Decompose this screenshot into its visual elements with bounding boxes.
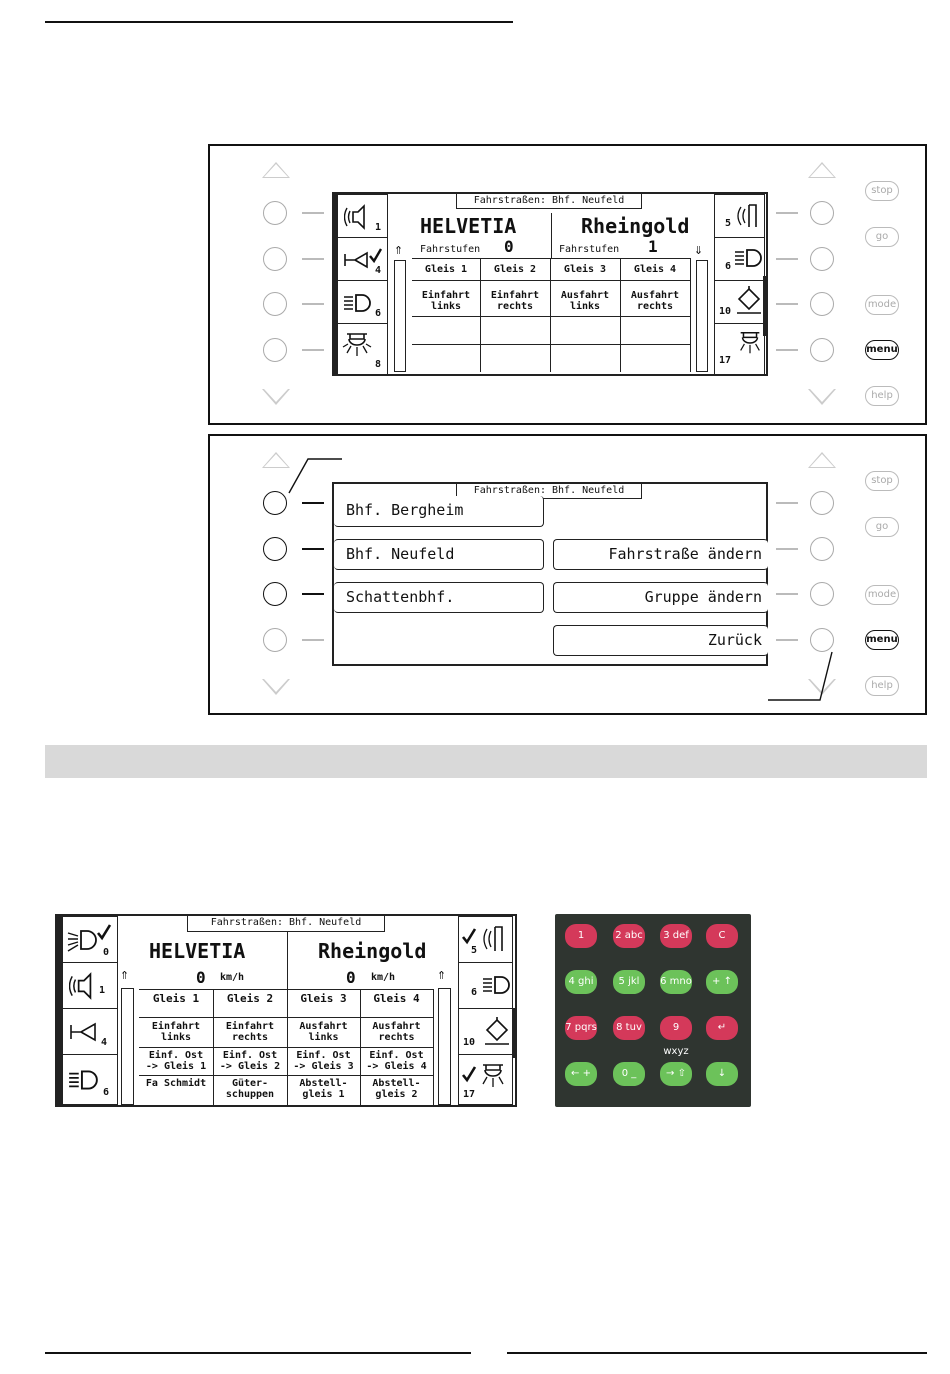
function-key-6r[interactable] [458, 962, 513, 1009]
help-button[interactable]: help [865, 386, 899, 406]
function-key-6[interactable] [337, 280, 388, 324]
route-cell-line: Güter- [231, 1078, 269, 1089]
key-right[interactable]: → ⇧ [660, 1062, 692, 1086]
route-cell[interactable] [360, 1078, 433, 1100]
function-key-number: 4 [100, 1037, 107, 1048]
route-cell-line: Ausfahrt [372, 1021, 421, 1032]
lead-line [302, 349, 324, 351]
table-col-line [480, 258, 481, 372]
route-column-header: Gleis 2 [493, 264, 537, 275]
table-top-line [139, 989, 433, 990]
table-col-line [690, 258, 691, 372]
lead-line [302, 502, 324, 504]
route-cell-line: rechts [378, 1032, 415, 1043]
right-speed-value: 1 [648, 237, 658, 256]
route-cell-line: gleis 2 [375, 1089, 418, 1100]
route-cell[interactable] [620, 290, 690, 312]
route-cell[interactable] [360, 1021, 433, 1043]
key-enter[interactable]: ↵ [706, 1016, 738, 1040]
stop-button[interactable]: stop [865, 471, 899, 491]
screen-title: Fahrstraßen: Bhf. Neufeld [187, 916, 385, 932]
function-key-10[interactable] [458, 1008, 513, 1055]
left-scrollbar[interactable] [121, 988, 134, 1105]
lead-line [302, 212, 324, 214]
function-key-5[interactable] [714, 194, 765, 238]
right-softkey-knob-1[interactable] [810, 491, 834, 515]
route-cell[interactable] [287, 1021, 360, 1043]
key-9[interactable]: 9 wxyz [660, 1016, 692, 1040]
right-softkey-knob-2[interactable] [810, 537, 834, 561]
lcd-screen [332, 482, 768, 666]
lead-line [302, 303, 324, 305]
right-softkey-knob-4[interactable] [810, 338, 834, 362]
page-up-right-icon[interactable] [808, 162, 836, 178]
function-key-number: 4 [374, 265, 381, 276]
lead-line [776, 349, 798, 351]
route-cell[interactable] [139, 1021, 213, 1043]
left-loco-name: HELVETIA [149, 939, 246, 963]
route-cell-line: Fa Schmidt [145, 1078, 207, 1089]
left-speed-label: Fahrstufen [420, 244, 481, 255]
speaker-icon [344, 203, 372, 231]
lead-line [302, 258, 324, 260]
sound-signal-icon [735, 201, 763, 231]
function-key-10[interactable] [714, 280, 765, 324]
key-8[interactable]: 8 tuv [613, 1016, 645, 1040]
scroll-up-arrow-icon[interactable]: ⇑ [394, 240, 404, 258]
page-up-left-icon[interactable] [262, 162, 290, 178]
keypad-photo [555, 914, 751, 1107]
lcd-right-bar [512, 1008, 516, 1058]
route-cell[interactable] [213, 1050, 287, 1072]
function-key-number: 6 [725, 261, 732, 272]
function-key-number: 1 [374, 222, 381, 233]
left-speed-value: 0 [504, 237, 514, 256]
help-button[interactable]: help [865, 676, 899, 696]
page-down-right-icon[interactable] [808, 389, 836, 405]
left-speed-unit: km/h [220, 972, 245, 983]
page-down-left-icon[interactable] [262, 389, 290, 405]
function-key-number: 8 [374, 359, 381, 370]
route-cell-line: Einfahrt [225, 1021, 275, 1032]
route-cell-line: links [160, 1032, 192, 1043]
scroll-up-arrow-icon[interactable]: ⇑ [120, 965, 130, 983]
key-clear[interactable]: C [706, 924, 738, 948]
route-cell-line: links [430, 301, 462, 312]
key-7[interactable]: 7 pqrs [565, 1016, 597, 1040]
interior-light-icon [342, 330, 372, 360]
route-cell-line: Abstell- [372, 1078, 421, 1089]
function-key-number: 10 [719, 306, 732, 317]
function-key-number: 1 [98, 985, 105, 996]
group-bhf-bergheim-button[interactable]: Bhf. Bergheim [334, 496, 544, 527]
route-cell[interactable] [287, 1050, 360, 1072]
right-softkey-knob-3[interactable] [810, 292, 834, 316]
shunting-icon [483, 1015, 511, 1049]
function-key-4[interactable] [62, 1008, 118, 1055]
right-softkey-knob-2[interactable] [810, 247, 834, 271]
headlight-icon [342, 291, 372, 315]
page-up-right-icon[interactable] [808, 452, 836, 468]
key-4[interactable]: 4 ghi [565, 970, 597, 994]
lead-line [776, 593, 798, 595]
function-key-number: 6 [374, 308, 381, 319]
route-cell-line: Ausfahrt [299, 1021, 348, 1032]
go-button[interactable]: go [865, 517, 899, 537]
key-6[interactable]: 6 mno [660, 970, 692, 994]
left-softkey-knob-4[interactable] [263, 628, 287, 652]
left-speed-value: 0 [196, 968, 206, 987]
route-cell-line: links [569, 301, 601, 312]
lead-line [776, 258, 798, 260]
route-cell[interactable] [412, 290, 480, 312]
route-cell-line: Einfahrt [421, 290, 471, 301]
speaker-icon [69, 971, 99, 1001]
route-cell-line: links [308, 1032, 339, 1043]
change-route-button[interactable]: Fahrstraße ändern [553, 539, 768, 570]
right-speed-unit: km/h [371, 972, 396, 983]
key-3[interactable]: 3 def [660, 924, 692, 948]
route-cell-line: Einfahrt [151, 1021, 201, 1032]
route-cell-line: -> Gleis 3 [293, 1061, 354, 1072]
route-cell[interactable] [213, 1078, 287, 1100]
lead-line [776, 548, 798, 550]
route-cell[interactable] [550, 290, 620, 312]
function-key-6r[interactable] [714, 237, 765, 281]
function-key-number: 5 [471, 945, 478, 956]
route-cell-line: -> Gleis 4 [366, 1061, 427, 1072]
name-divider [287, 932, 288, 990]
function-key-17[interactable] [458, 1054, 513, 1105]
lcd-right-bar [763, 276, 767, 336]
route-cell-line: Einfahrt [490, 290, 540, 301]
lcd-screen [332, 192, 768, 376]
menu-button[interactable]: menu [865, 630, 899, 650]
route-group-menu-panel [208, 434, 927, 715]
lead-line [776, 639, 798, 641]
route-cell-line: gleis 1 [302, 1089, 345, 1100]
route-cell-line: Ausfahrt [630, 290, 680, 301]
left-softkey-knob-1[interactable] [263, 491, 287, 515]
route-cell[interactable] [213, 1021, 287, 1043]
key-5[interactable]: 5 jkl [613, 970, 645, 994]
route-column-header: Gleis 1 [424, 264, 468, 275]
function-key-5[interactable] [458, 916, 513, 963]
table-line [139, 1017, 433, 1018]
route-cell-line: Einf. Ost [296, 1050, 351, 1061]
lead-line [776, 502, 798, 504]
lead-line [302, 593, 324, 595]
key-1[interactable]: 1 [565, 924, 597, 948]
left-softkey-knob-3[interactable] [263, 292, 287, 316]
change-group-button[interactable]: Gruppe ändern [553, 582, 768, 613]
lead-line [776, 212, 798, 214]
table-col-line [620, 258, 621, 372]
function-key-number: 0 [102, 947, 109, 958]
right-speed-label: Fahrstufen [559, 244, 620, 255]
function-key-1[interactable] [337, 194, 388, 238]
horn-icon [68, 1017, 98, 1047]
section-heading-band [45, 745, 927, 778]
right-scrollbar[interactable] [438, 988, 451, 1105]
function-key-8[interactable] [337, 323, 388, 375]
headlight-icon [733, 246, 763, 270]
route-cell-line: rechts [496, 301, 534, 312]
table-line [139, 1047, 433, 1048]
page-down-left-icon[interactable] [262, 679, 290, 695]
function-key-number: 6 [102, 1087, 109, 1098]
right-softkey-knob-3[interactable] [810, 582, 834, 606]
bottom-rule-left [45, 1352, 471, 1354]
function-key-number: 17 [463, 1089, 476, 1100]
back-button[interactable]: Zurück [553, 625, 768, 656]
screen-title: Fahrstraßen: Bhf. Neufeld [456, 484, 642, 499]
key-down[interactable]: ↓ [706, 1062, 738, 1086]
table-col-line [433, 989, 434, 1105]
route-column-header: Gleis 2 [226, 992, 274, 1005]
group-bhf-neufeld-button[interactable]: Bhf. Neufeld [334, 539, 544, 570]
function-key-4[interactable] [337, 237, 388, 281]
bottom-rule-right [507, 1352, 927, 1354]
left-softkey-knob-4[interactable] [263, 338, 287, 362]
lead-line [302, 639, 324, 641]
route-cell-line: Einf. Ost [369, 1050, 424, 1061]
key-plus-up[interactable]: + ↑ [706, 970, 738, 994]
right-loco-name: Rheingold [581, 214, 690, 238]
shunting-icon [735, 285, 763, 317]
menu-button[interactable]: menu [865, 340, 899, 360]
route-column-header: Gleis 3 [563, 264, 607, 275]
route-table-lcd [55, 914, 517, 1107]
function-key-1[interactable] [62, 962, 118, 1009]
table-line [139, 1075, 433, 1076]
route-cell-line: Abstell- [299, 1078, 348, 1089]
function-key-number: 10 [463, 1037, 476, 1048]
route-cell[interactable] [480, 290, 550, 312]
right-speed-value: 0 [346, 968, 356, 987]
function-key-number: 6 [471, 987, 478, 998]
route-column-header: Gleis 4 [373, 992, 420, 1005]
key-0[interactable]: 0 _ [613, 1062, 645, 1086]
lead-line [776, 303, 798, 305]
headlight-icon [67, 1067, 99, 1093]
top-rule [45, 21, 513, 23]
function-key-6[interactable] [62, 1054, 118, 1105]
group-schattenbhf-button[interactable]: Schattenbhf. [334, 582, 544, 613]
function-key-number: 17 [719, 355, 732, 366]
left-softkey-knob-2[interactable] [263, 537, 287, 561]
route-cell[interactable] [139, 1078, 213, 1089]
interior-light-icon [736, 328, 764, 358]
route-column-header: Gleis 4 [633, 264, 677, 275]
left-softkey-knob-2[interactable] [263, 247, 287, 271]
function-key-0[interactable] [62, 916, 118, 963]
scroll-up-arrow-icon[interactable]: ⇑ [437, 965, 447, 983]
route-column-header: Gleis 3 [300, 992, 347, 1005]
right-softkey-knob-1[interactable] [810, 201, 834, 225]
left-softkey-knob-1[interactable] [263, 201, 287, 225]
callout-line [766, 648, 836, 708]
route-cell[interactable] [360, 1050, 433, 1072]
route-cell-line: -> Gleis 1 [145, 1061, 207, 1072]
mode-button[interactable]: mode [865, 585, 899, 605]
key-2[interactable]: 2 abc [613, 924, 645, 948]
loco-control-panel [208, 144, 927, 425]
left-softkey-knob-3[interactable] [263, 582, 287, 606]
go-button[interactable]: go [865, 227, 899, 247]
left-scrollbar[interactable] [394, 260, 406, 372]
name-divider [551, 213, 552, 258]
route-cell-line: -> Gleis 2 [219, 1061, 281, 1072]
route-cell[interactable] [287, 1078, 360, 1100]
headlight-icon [481, 973, 511, 997]
route-cell-line: rechts [636, 301, 674, 312]
function-key-number: 5 [725, 218, 732, 229]
route-cell-line: rechts [231, 1032, 269, 1043]
mode-button[interactable]: mode [865, 295, 899, 315]
route-cell-line: schuppen [225, 1089, 275, 1100]
route-cell-line: Ausfahrt [560, 290, 610, 301]
right-loco-name: Rheingold [318, 939, 427, 963]
check-sound-signal-icon [461, 923, 509, 957]
function-key-17[interactable] [714, 323, 765, 375]
route-cell-line: Einf. Ost [148, 1050, 204, 1061]
route-column-header: Gleis 1 [152, 992, 200, 1005]
stop-button[interactable]: stop [865, 181, 899, 201]
table-col-line [550, 258, 551, 372]
scroll-down-arrow-icon[interactable]: ⇓ [694, 240, 704, 258]
route-cell[interactable] [139, 1050, 213, 1072]
left-loco-name: HELVETIA [420, 214, 517, 238]
screen-title: Fahrstraßen: Bhf. Neufeld [456, 194, 642, 209]
key-left[interactable]: ← + [565, 1062, 597, 1086]
route-cell-line: Einf. Ost [222, 1050, 278, 1061]
right-scrollbar[interactable] [696, 260, 708, 372]
lead-line [302, 548, 324, 550]
